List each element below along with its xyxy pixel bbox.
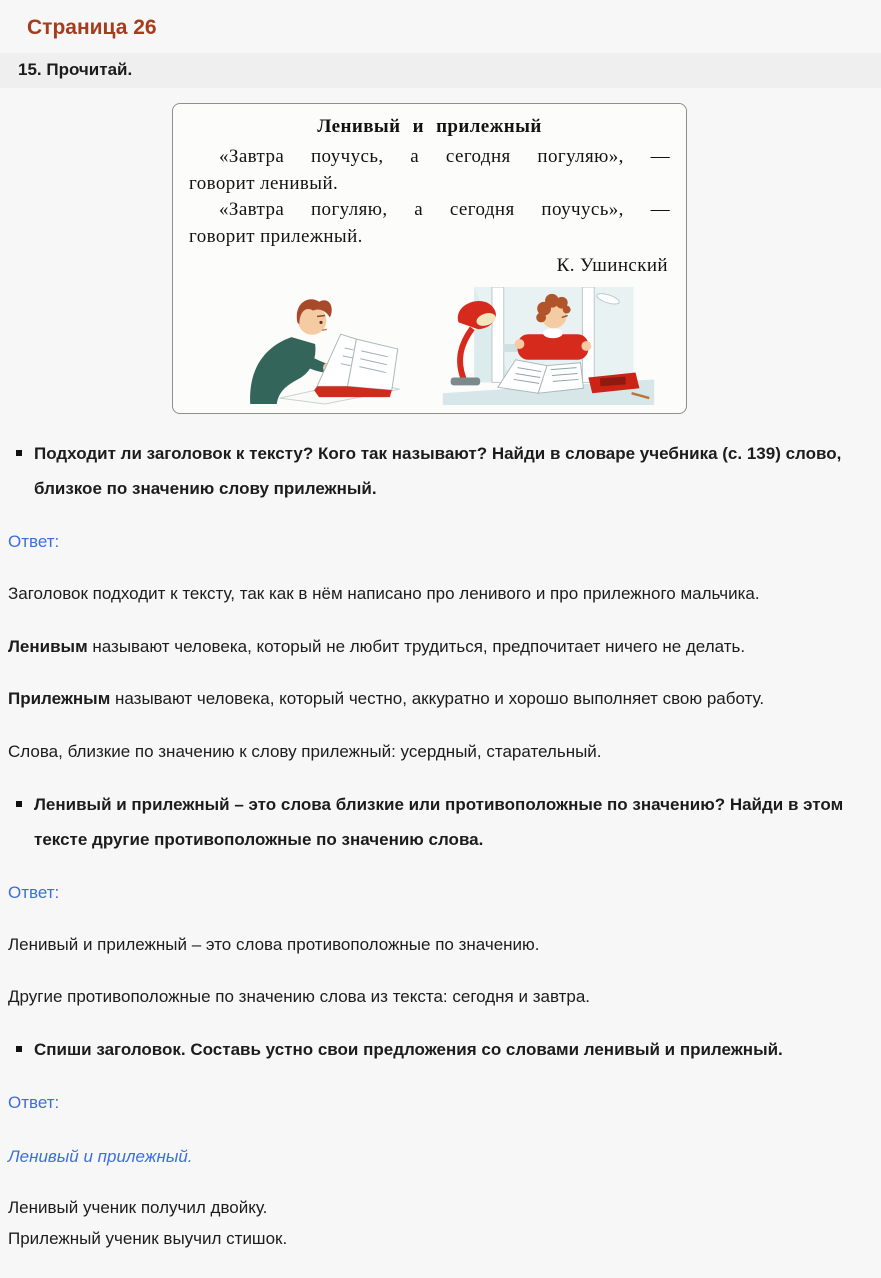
textbook-excerpt-card <box>172 103 687 415</box>
term-diligent: Прилежным <box>8 689 111 709</box>
question-2 <box>16 787 881 857</box>
answer-paragraph: Ленивый ученик получил двойку. <box>8 1198 268 1218</box>
question-1-text: Подходит ли заголовок к тексту? Кого так называют? Найди в словаре учебника (с. 139) слово, близкое по значению слову прилежный. <box>34 444 842 499</box>
bottom-spacer <box>0 1252 881 1278</box>
question-2-text: Ленивый и прилежный – это слова близкие или противоположные по значению? Найди в этом тексте другие противоположные по значению слова. <box>34 794 844 849</box>
answer-label-2: Ответ: <box>8 882 60 902</box>
exercise-header-label: 15. Прочитай. <box>18 60 133 80</box>
answer-paragraph: Заголовок подходит к тексту, так как в нём написано про ленивого и про прилежного мальчика. <box>8 584 760 604</box>
answer-label-1: Ответ: <box>8 532 60 552</box>
term-lazy-definition: называют человека, который не любит трудиться, предпочитает ничего не делать. <box>87 636 746 656</box>
answer-paragraph: Прилежный ученик выучил стишок. <box>8 1229 288 1249</box>
answer-paragraph <box>8 687 873 712</box>
bullet-square-icon <box>16 1046 22 1052</box>
excerpt-paragraph-1 <box>189 144 670 198</box>
answer-paragraph: Слова, близкие по значению к слову прилежный: усердный, старательный. <box>8 742 602 762</box>
copied-title: Ленивый и прилежный. <box>8 1146 193 1166</box>
excerpt-p2-line1: «Завтра погуляю, а сегодня поучусь», — <box>219 199 670 221</box>
excerpt-p1-line2: говорит ленивый. <box>189 172 339 194</box>
question-3 <box>16 1032 881 1067</box>
excerpt-illustration <box>189 285 670 407</box>
exercise-header-bar <box>0 53 881 87</box>
answer-label-3: Ответ: <box>8 1092 60 1112</box>
diligent-boy-illustration <box>229 287 414 405</box>
question-1 <box>16 436 881 506</box>
excerpt-title: Ленивый и прилежный <box>317 115 542 137</box>
bullet-square-icon <box>16 450 22 456</box>
lazy-boy-illustration <box>441 287 656 405</box>
excerpt-author: К. Ушинский <box>556 255 668 277</box>
term-diligent-definition: называют человека, который честно, аккуратно и хорошо выполняет свою работу. <box>110 689 765 709</box>
term-lazy: Ленивым <box>8 636 88 656</box>
bullet-square-icon <box>16 801 22 807</box>
question-3-text: Спиши заголовок. Составь устно свои предложения со словами ленивый и прилежный. <box>34 1039 783 1059</box>
excerpt-p1-line1: «Завтра поучусь, а сегодня погуляю», — <box>219 145 670 167</box>
answer-paragraph: Другие противоположные по значению слова из текста: сегодня и завтра. <box>8 987 591 1007</box>
answer-paragraph <box>8 635 873 660</box>
textbook-excerpt-text <box>189 116 670 278</box>
excerpt-paragraph-2 <box>189 197 670 251</box>
page-title: Страница 26 <box>27 16 157 39</box>
answer-paragraph: Ленивый и прилежный – это слова противоположные по значению. <box>8 934 540 954</box>
excerpt-p2-line2: говорит прилежный. <box>189 226 363 248</box>
